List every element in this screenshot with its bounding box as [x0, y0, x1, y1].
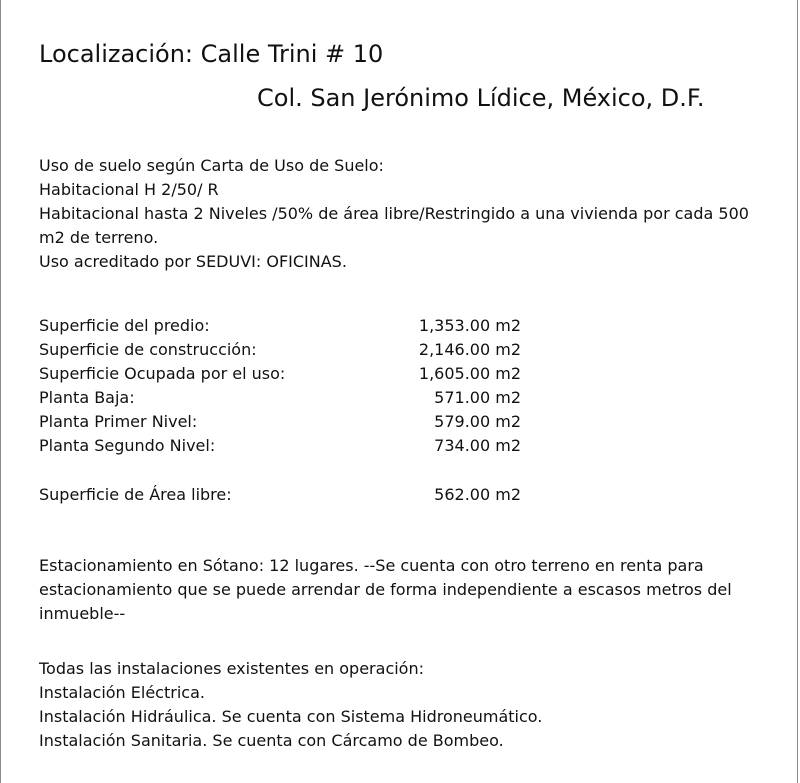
location-subtitle: Col. San Jerónimo Lídice, México, D.F.: [257, 84, 705, 112]
land-use-code: Habitacional H 2/50/ R: [39, 180, 219, 199]
area-row: [39, 338, 779, 362]
area-row: [39, 386, 779, 410]
installation-sanitary: Instalación Sanitaria. Se cuenta con Cárcamo de Bombeo.: [39, 731, 504, 750]
land-use-description: Habitacional hasta 2 Niveles /50% de área libre/Restringido a una vivienda por cada 500 m2 de terreno.: [39, 204, 749, 247]
area-value: 1,605.00 m2: [418, 364, 521, 383]
location-title: Localización: Calle Trini # 10: [39, 40, 384, 68]
area-value: 579.00 m2: [434, 412, 521, 431]
area-label: Superficie de construcción:: [39, 340, 257, 359]
area-value: 571.00 m2: [434, 388, 521, 407]
area-row: [39, 362, 779, 386]
installations-heading: Todas las instalaciones existentes en operación:: [39, 659, 424, 678]
land-use-accredited: Uso acreditado por SEDUVI: OFICINAS.: [39, 252, 347, 271]
free-area-row: [39, 483, 779, 507]
area-row: [39, 434, 779, 458]
area-row: [39, 314, 779, 338]
parking-text: Estacionamiento en Sótano: 12 lugares. --Se cuenta con otro terreno en renta para estacionamiento que se puede arrendar de forma independiente a escasos metros del inmueble--: [39, 556, 732, 623]
area-row: [39, 410, 779, 434]
land-use-section: [39, 154, 779, 274]
area-value: 2,146.00 m2: [418, 340, 521, 359]
free-area-value: 562.00 m2: [434, 485, 521, 504]
area-label: Planta Segundo Nivel:: [39, 436, 216, 455]
area-label: Superficie Ocupada por el uso:: [39, 364, 286, 383]
free-area-label: Superficie de Área libre:: [39, 485, 232, 504]
installation-electric: Instalación Eléctrica.: [39, 683, 205, 702]
areas-table: [39, 314, 779, 458]
area-label: Planta Baja:: [39, 388, 135, 407]
installations-section: [39, 657, 779, 753]
area-label: Planta Primer Nivel:: [39, 412, 198, 431]
parking-section: [39, 554, 779, 626]
installation-hydraulic: Instalación Hidráulica. Se cuenta con Sistema Hidroneumático.: [39, 707, 543, 726]
area-label: Superficie del predio:: [39, 316, 210, 335]
area-value: 734.00 m2: [434, 436, 521, 455]
land-use-heading: Uso de suelo según Carta de Uso de Suelo:: [39, 156, 384, 175]
free-area-section: [39, 483, 779, 507]
area-value: 1,353.00 m2: [418, 316, 521, 335]
